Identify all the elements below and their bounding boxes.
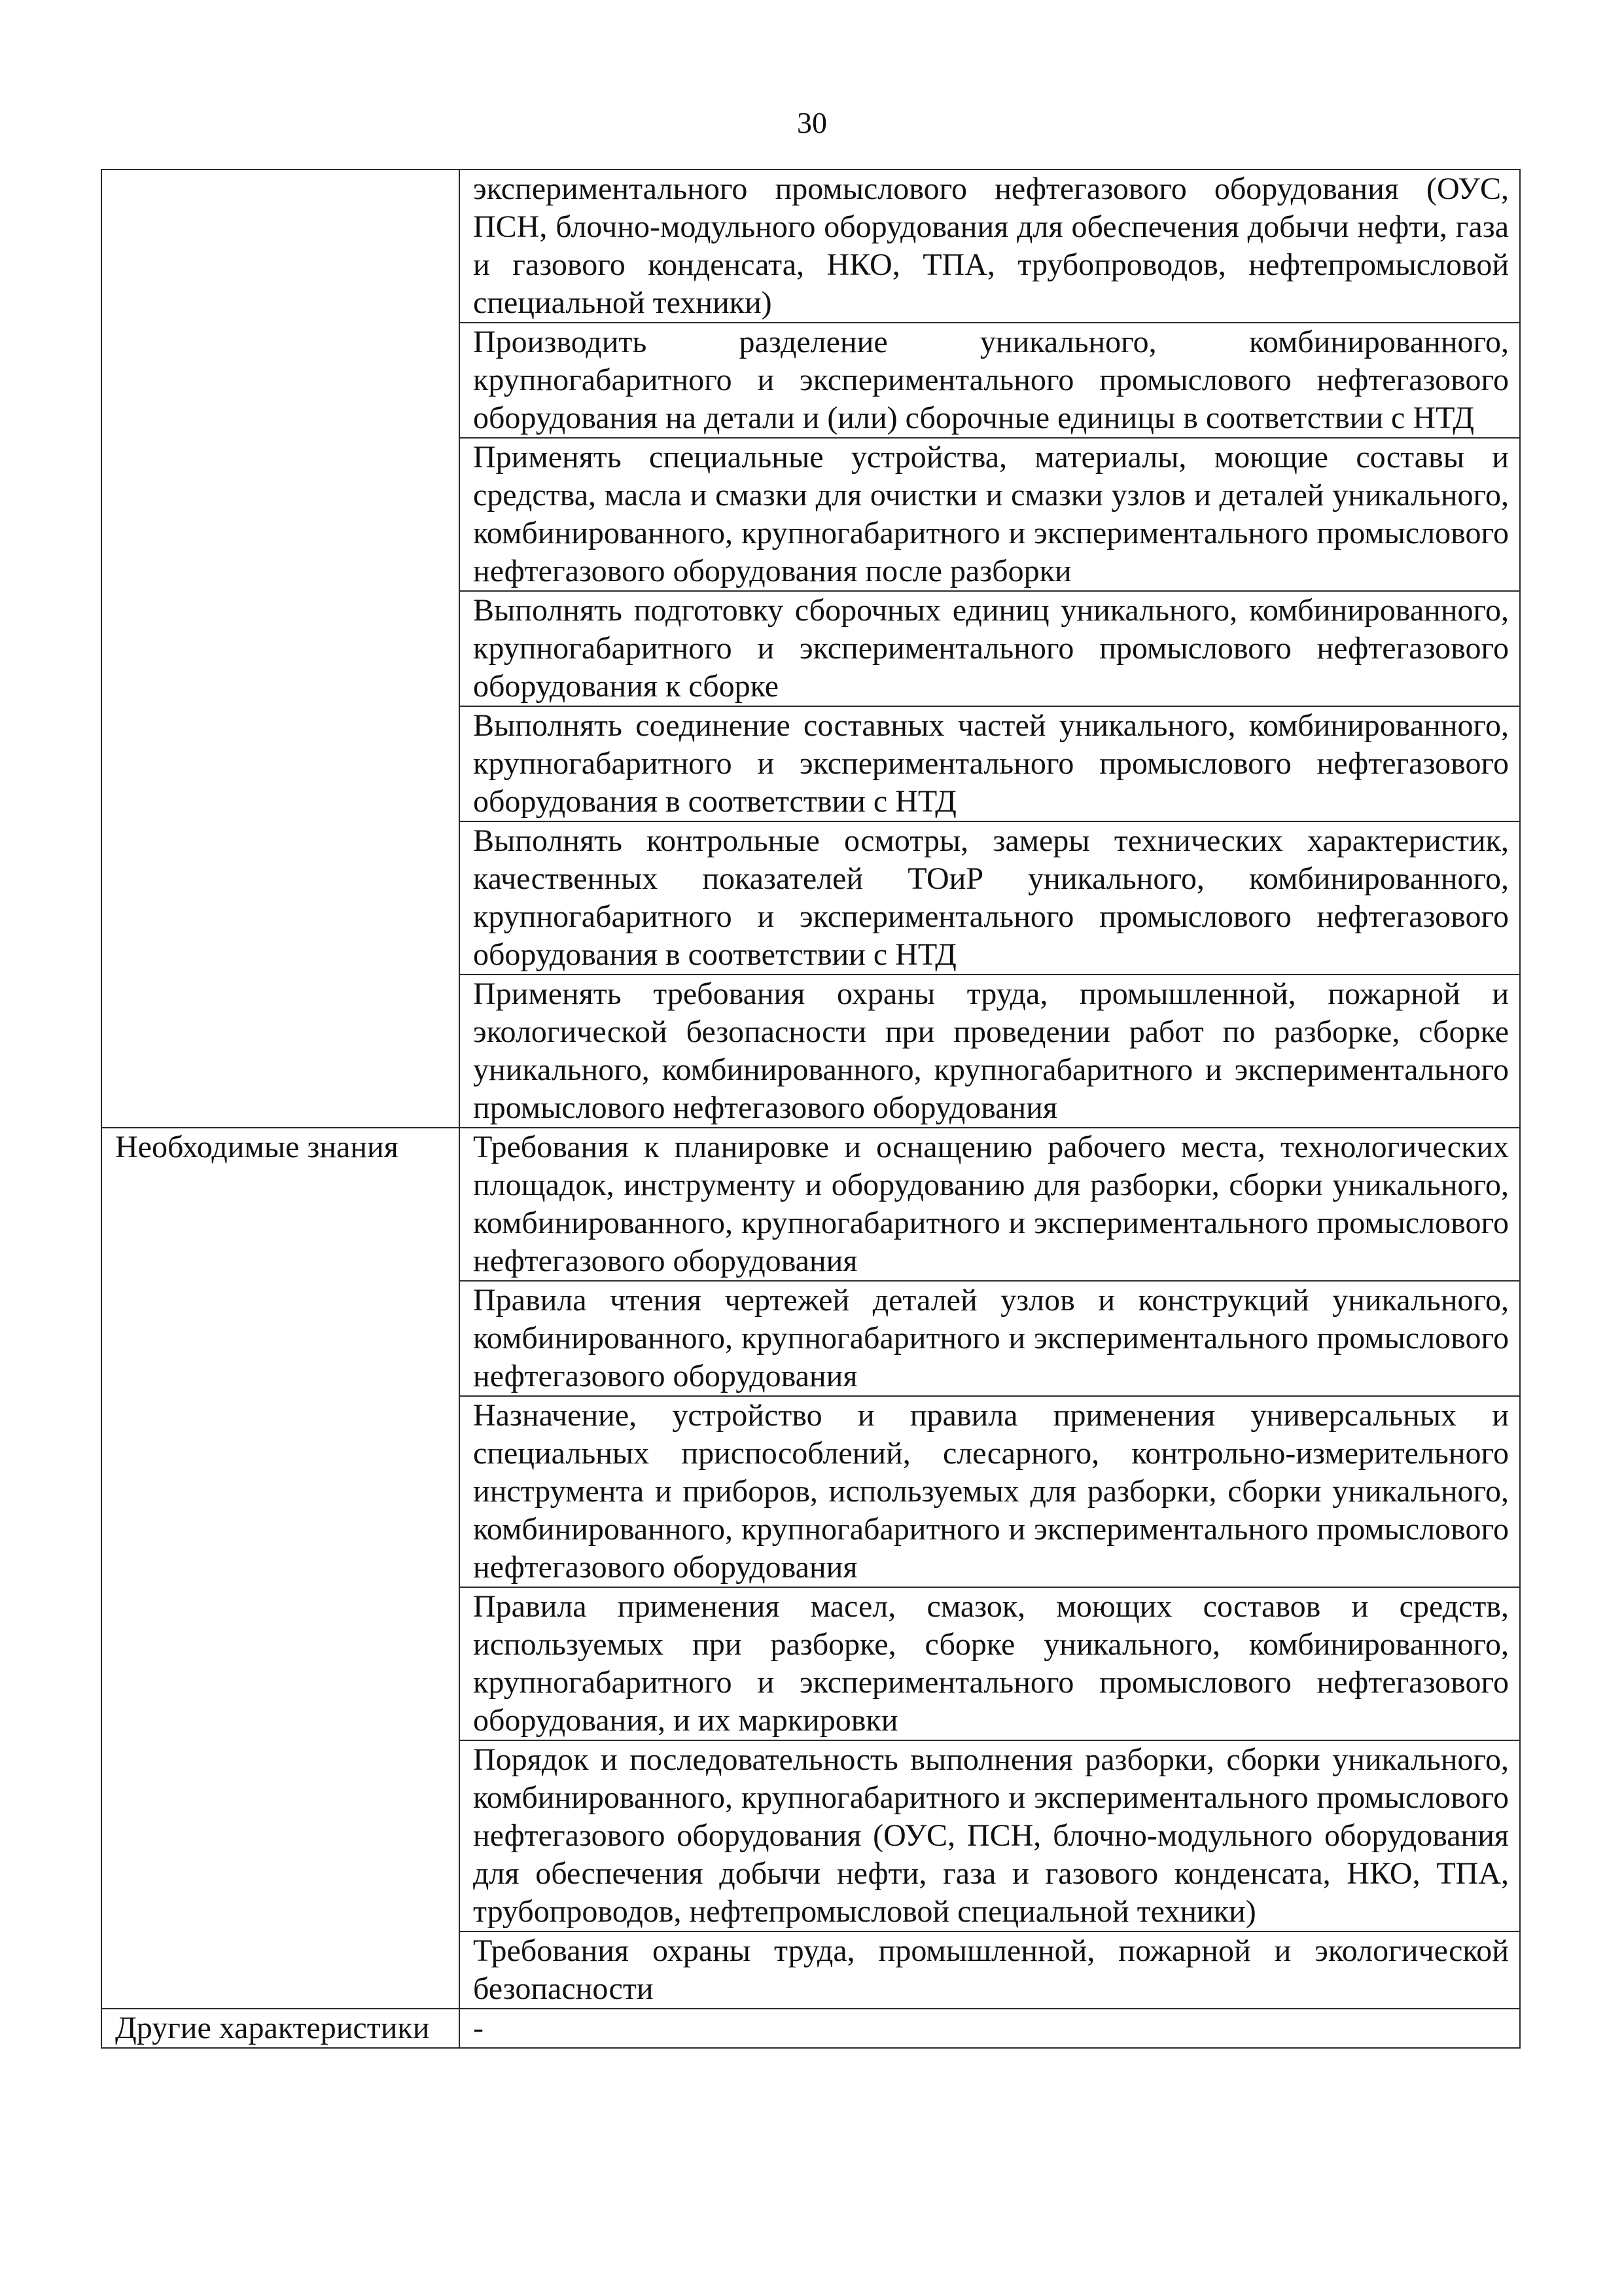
- row-label-other-characteristics: Другие характеристики: [101, 2009, 459, 2048]
- table-cell: Применять специальные устройства, материалы, моющие составы и средства, масла и смазки для очистки и смазки узлов и деталей уникального, комбинированного, крупногабаритного и экспериментального промыслового нефтегазового оборудования после разборки: [459, 438, 1520, 591]
- table-row: [101, 2009, 1520, 2048]
- table-cell: Выполнять контрольные осмотры, замеры технических характеристик, качественных показателей ТОиР уникального, комбинированного, крупногабаритного и экспериментального промыслового нефтегазового оборудования в соответствии с НТД: [459, 821, 1520, 975]
- row-label-required-knowledge: Необходимые знания: [101, 1128, 459, 2009]
- table-cell: Порядок и последовательность выполнения разборки, сборки уникального, комбинированного, крупногабаритного и экспериментального промыслового нефтегазового оборудования (ОУС, ПСН, блочно-модульного оборудования для обеспечения добычи нефти, газа и газового конденсата, НКО, ТПА, трубопроводов, нефтепромысловой специальной техники): [459, 1740, 1520, 1931]
- table-cell: Применять требования охраны труда, промышленной, пожарной и экологической безопасности при проведении работ по разборке, сборке уникального, комбинированного, крупногабаритного и экспериментального промыслового нефтегазового оборудования: [459, 975, 1520, 1128]
- table-cell: Правила чтения чертежей деталей узлов и конструкций уникального, комбинированного, крупногабаритного и экспериментального промыслового нефтегазового оборудования: [459, 1281, 1520, 1396]
- table-row: [101, 170, 1520, 323]
- table-cell: экспериментального промыслового нефтегазового оборудования (ОУС, ПСН, блочно-модульного оборудования для обеспечения добычи нефти, газа и газового конденсата, НКО, ТПА, трубопроводов, нефтепромысловой специальной техники): [459, 170, 1520, 323]
- table-cell: Производить разделение уникального, комбинированного, крупногабаритного и экспериментального промыслового нефтегазового оборудования на детали и (или) сборочные единицы в соответствии с НТД: [459, 323, 1520, 438]
- table-row: [101, 1128, 1520, 1281]
- table-cell: Требования охраны труда, промышленной, пожарной и экологической безопасности: [459, 1931, 1520, 2009]
- row-label-skills-continued: [101, 170, 459, 1128]
- table-cell: Назначение, устройство и правила применения универсальных и специальных приспособлений, слесарного, контрольно-измерительного инструмента и приборов, используемых для разборки, сборки уникального, комбинированного, крупногабаритного и экспериментального промыслового нефтегазового оборудования: [459, 1396, 1520, 1587]
- table-cell: Требования к планировке и оснащению рабочего места, технологических площадок, инструменту и оборудованию для разборки, сборки уникального, комбинированного, крупногабаритного и экспериментального промыслового нефтегазового оборудования: [459, 1128, 1520, 1281]
- table-cell: Выполнять подготовку сборочных единиц уникального, комбинированного, крупногабаритного и экспериментального промыслового нефтегазового оборудования к сборке: [459, 591, 1520, 706]
- requirements-table: [101, 169, 1521, 2049]
- table-cell: Правила применения масел, смазок, моющих составов и средств, используемых при разборке, сборке уникального, комбинированного, крупногабаритного и экспериментального промыслового нефтегазового оборудования, и их маркировки: [459, 1587, 1520, 1740]
- table-cell: Выполнять соединение составных частей уникального, комбинированного, крупногабаритного и экспериментального промыслового нефтегазового оборудования в соответствии с НТД: [459, 706, 1520, 821]
- table-cell: -: [459, 2009, 1520, 2048]
- page-number: 30: [797, 106, 827, 139]
